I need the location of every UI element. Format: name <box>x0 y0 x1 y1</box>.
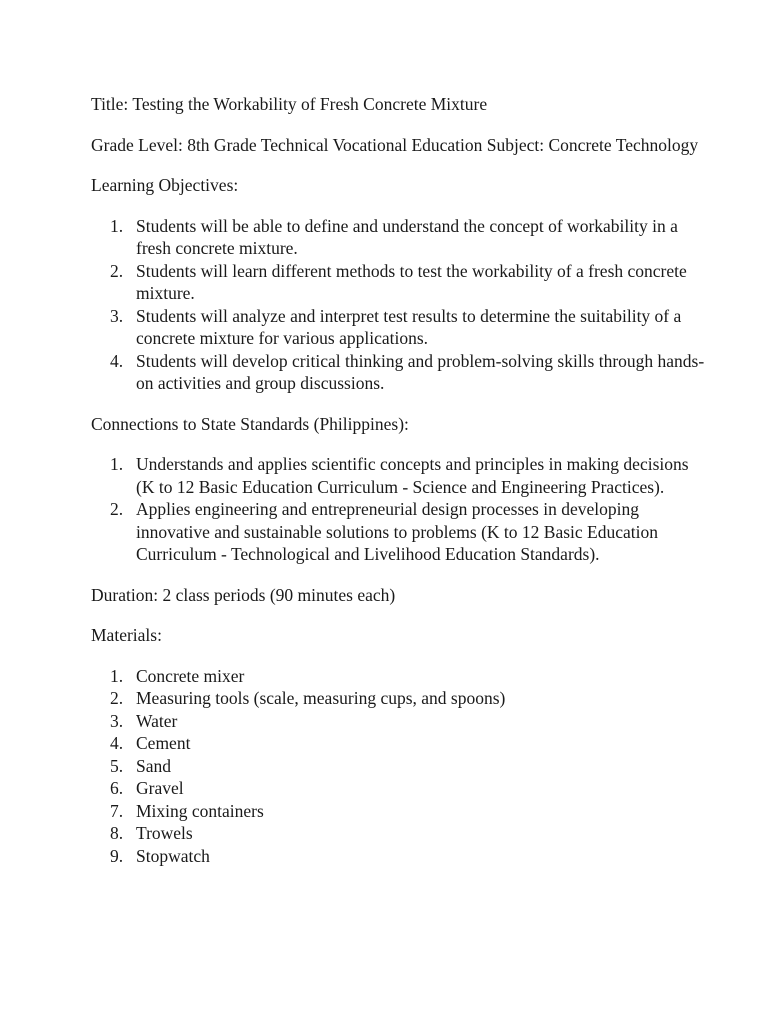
list-number: 1. <box>110 665 124 686</box>
list-item <box>91 260 708 305</box>
list-item <box>91 755 708 778</box>
list-text: Water <box>136 710 178 731</box>
objectives-list <box>91 215 708 395</box>
list-item <box>91 687 708 710</box>
materials-heading: Materials: <box>91 625 162 645</box>
list-number: 2. <box>110 499 124 519</box>
list-number: 4. <box>110 733 124 753</box>
list-text: Cement <box>136 733 191 753</box>
list-item <box>91 350 708 395</box>
grade-level-line: Grade Level: 8th Grade Technical Vocational Education Subject: Concrete Technology <box>91 134 699 155</box>
list-number: 5. <box>110 755 124 776</box>
list-number: 6. <box>110 778 124 798</box>
list-text: Mixing containers <box>136 800 264 821</box>
list-item <box>91 665 708 688</box>
list-item <box>91 845 708 868</box>
title-line: Title: Testing the Workability of Fresh Concrete Mixture <box>91 94 488 114</box>
duration-line: Duration: 2 class periods (90 minutes each) <box>91 584 396 605</box>
list-number: 8. <box>110 823 124 843</box>
list-number: 2. <box>110 260 124 281</box>
list-number: 3. <box>110 710 124 731</box>
materials-list <box>91 665 708 868</box>
list-number: 9. <box>110 845 124 866</box>
list-number: 7. <box>110 800 124 821</box>
list-item <box>91 732 708 755</box>
list-text: Students will learn different methods to test the workability of a fresh concrete mixture. <box>136 260 687 303</box>
list-text: Students will analyze and interpret test results to determine the suitability of a concrete mixture for various applications. <box>136 305 682 348</box>
list-text: Students will be able to define and understand the concept of workability in a fresh concrete mixture. <box>136 215 678 258</box>
list-item <box>91 498 708 566</box>
list-text: Applies engineering and entrepreneurial design processes in developing innovative and sustainable solutions to problems (K to 12 Basic Education Curriculum - Technological and Livelihood Education Standards). <box>136 499 659 564</box>
list-text: Measuring tools (scale, measuring cups, and spoons) <box>136 688 506 708</box>
list-number: 3. <box>110 305 124 326</box>
standards-list <box>91 453 708 566</box>
list-item <box>91 822 708 845</box>
list-text: Students will develop critical thinking and problem-solving skills through hands-on activities and group discussions. <box>136 350 705 393</box>
list-text: Gravel <box>136 778 184 798</box>
list-number: 4. <box>110 350 124 371</box>
list-number: 1. <box>110 215 124 236</box>
standards-heading: Connections to State Standards (Philippines): <box>91 413 409 434</box>
list-text: Stopwatch <box>136 845 210 866</box>
list-item <box>91 215 708 260</box>
list-text: Understands and applies scientific concepts and principles in making decisions (K to 12 Basic Education Curriculum - Science and Engineering Practices). <box>136 454 689 497</box>
list-text: Sand <box>136 755 171 776</box>
list-item <box>91 305 708 350</box>
list-item <box>91 777 708 800</box>
objectives-heading: Learning Objectives: <box>91 175 239 195</box>
list-number: 2. <box>110 688 124 708</box>
list-text: Trowels <box>136 823 193 843</box>
list-item <box>91 800 708 823</box>
list-number: 1. <box>110 454 124 474</box>
list-item <box>91 710 708 733</box>
list-text: Concrete mixer <box>136 665 245 686</box>
list-item <box>91 453 708 498</box>
